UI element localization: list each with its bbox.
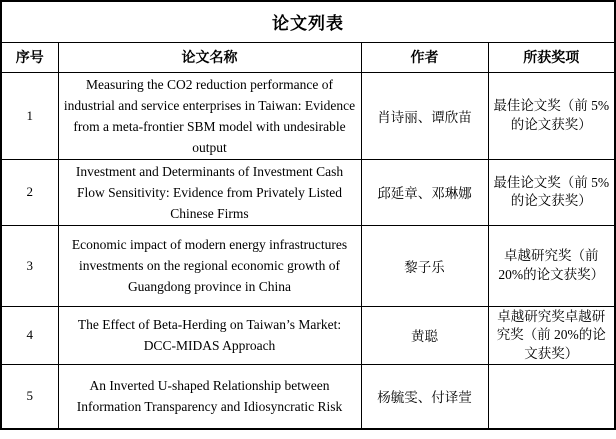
cell-paper-title: The Effect of Beta-Herding on Taiwan’s Market: DCC-MIDAS Approach — [58, 306, 361, 365]
cell-authors: 邱延章、邓琳娜 — [361, 159, 488, 225]
cell-no: 5 — [1, 365, 58, 429]
cell-award — [488, 365, 615, 429]
cell-authors: 杨毓雯、付译萱 — [361, 365, 488, 429]
cell-paper-title: Economic impact of modern energy infrastructures investments on the regional economic growth of Guangdong province in China — [58, 225, 361, 306]
cell-no: 1 — [1, 72, 58, 159]
column-header-award: 所获奖项 — [488, 42, 615, 72]
cell-no: 2 — [1, 159, 58, 225]
cell-award: 卓越研究奖（前 20%的论文获奖） — [488, 225, 615, 306]
cell-award: 最佳论文奖（前 5%的论文获奖） — [488, 72, 615, 159]
column-header-paper-title: 论文名称 — [58, 42, 361, 72]
table-row — [1, 159, 615, 225]
table-title: 论文列表 — [1, 1, 615, 42]
cell-award: 卓越研究奖卓越研究奖（前 20%的论文获奖） — [488, 306, 615, 365]
cell-award: 最佳论文奖（前 5%的论文获奖） — [488, 159, 615, 225]
table-row — [1, 72, 615, 159]
table-row — [1, 225, 615, 306]
table-row — [1, 365, 615, 429]
table-row — [1, 306, 615, 365]
cell-paper-title: Measuring the CO2 reduction performance of industrial and service enterprises in Taiwan: Evidence from a meta-frontier SBM model with undesirable output — [58, 72, 361, 159]
table-title-row — [1, 1, 615, 42]
cell-authors: 肖诗丽、谭欣苗 — [361, 72, 488, 159]
cell-no: 4 — [1, 306, 58, 365]
column-header-authors: 作者 — [361, 42, 488, 72]
cell-authors: 黎子乐 — [361, 225, 488, 306]
cell-no: 3 — [1, 225, 58, 306]
cell-paper-title: Investment and Determinants of Investment Cash Flow Sensitivity: Evidence from Privately Listed Chinese Firms — [58, 159, 361, 225]
table-header-row — [1, 42, 615, 72]
column-header-no: 序号 — [1, 42, 58, 72]
cell-authors: 黄聪 — [361, 306, 488, 365]
cell-paper-title: An Inverted U-shaped Relationship between Information Transparency and Idiosyncratic Risk — [58, 365, 361, 429]
